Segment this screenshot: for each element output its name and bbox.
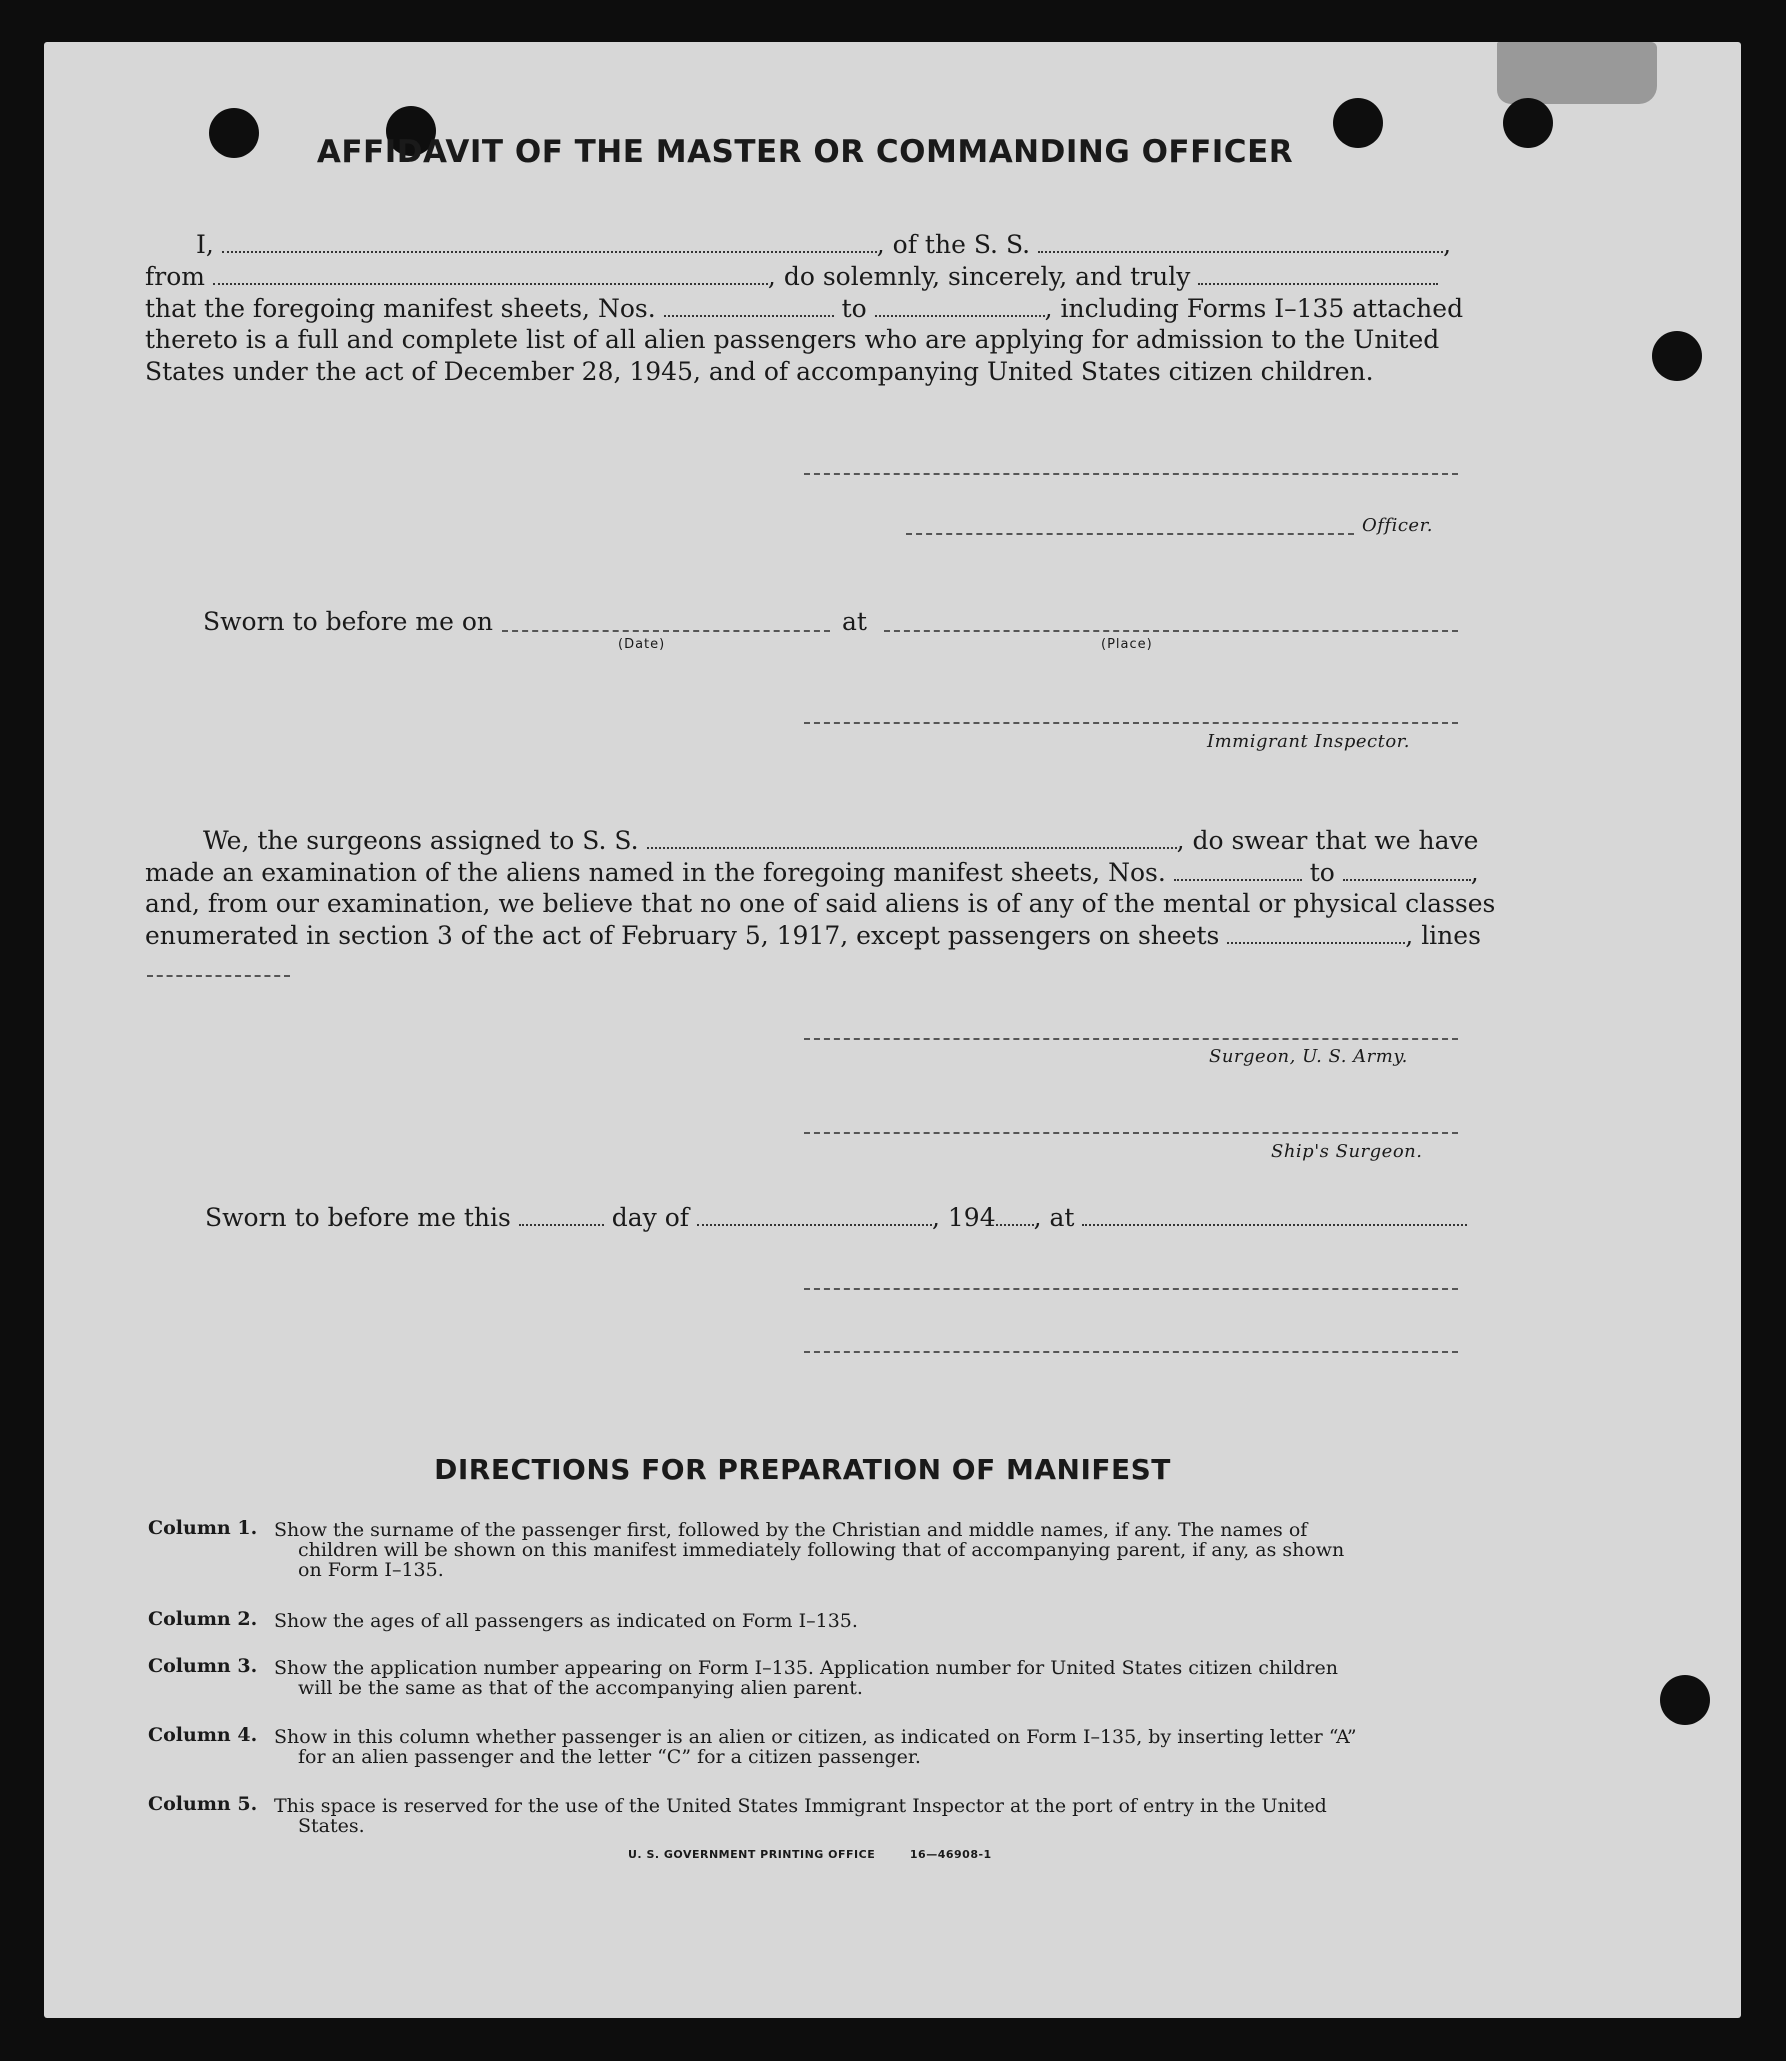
text: Sworn to before me this (205, 1203, 511, 1232)
punch-hole (1503, 98, 1553, 148)
paper-stain (1497, 42, 1657, 104)
blank-name (222, 250, 877, 253)
blank-port (213, 282, 768, 285)
text: , do swear that we have (1176, 826, 1479, 855)
text: enumerated in section 3 of the act of February 5, 1917, except passengers on sheets (145, 921, 1220, 950)
directions-title: DIRECTIONS FOR PREPARATION OF MANIFEST (434, 1453, 1171, 1486)
text: that the foregoing manifest sheets, Nos. (145, 294, 656, 323)
text: to (1309, 858, 1335, 887)
date-label: (Date) (618, 637, 666, 652)
printer-imprint (628, 1848, 992, 1861)
direction-text (274, 1611, 858, 1631)
affidavit-line-2 (145, 262, 1438, 291)
blank-lines (147, 975, 290, 977)
signature-line (804, 1288, 1458, 1290)
direction-text (274, 1727, 1357, 1767)
direction-line: States. (298, 1815, 365, 1837)
blank-place (1082, 1223, 1467, 1226)
blank-swear (1198, 282, 1438, 285)
signature-line (906, 533, 1354, 535)
text: from (145, 262, 205, 291)
blank-year (996, 1223, 1034, 1226)
direction-line: Show the surname of the passenger first, followed by the Christian and middle names, if any. The names of (274, 1519, 1308, 1541)
punch-hole (1652, 331, 1702, 381)
text: , including Forms I–135 attached (1044, 294, 1464, 323)
direction-line: on Form I–135. (298, 1559, 444, 1581)
affidavit-line-4: thereto is a full and complete list of all alien passengers who are applying for admission to the United (145, 325, 1440, 354)
signature-line (804, 1038, 1458, 1040)
direction-line: Show in this column whether passenger is an alien or citizen, as indicated on Form I–135, by inserting letter “A” (274, 1726, 1357, 1748)
text: We, the surgeons assigned to S. S. (203, 826, 639, 855)
text: , (1470, 858, 1479, 887)
text: , lines (1405, 921, 1481, 950)
signature-line (804, 1132, 1458, 1134)
army-surgeon-label: Surgeon, U. S. Army. (1209, 1046, 1408, 1067)
affidavit-line-5: States under the act of December 28, 1945, and of accompanying United States citizen children. (145, 357, 1374, 386)
direction-label: Column 3. (148, 1655, 258, 1677)
surgeons-line-4 (145, 921, 1481, 950)
blank-nos-from (1174, 878, 1302, 881)
surgeons-line-2 (145, 858, 1479, 887)
text: , at (1033, 1203, 1075, 1232)
text: made an examination of the aliens named in the foregoing manifest sheets, Nos. (145, 858, 1166, 887)
sworn-prefix: Sworn to before me on (203, 607, 494, 636)
text: to (841, 294, 867, 323)
form-code: 16—46908-1 (909, 1848, 992, 1861)
blank-nos-to (875, 314, 1045, 317)
direction-line: Show the application number appearing on Form I–135. Application number for United States citizen children (274, 1657, 1338, 1679)
affidavit-line-1 (196, 230, 1451, 259)
direction-label: Column 1. (148, 1517, 258, 1539)
officer-label: Officer. (1362, 515, 1433, 536)
inspector-label: Immigrant Inspector. (1207, 731, 1411, 752)
text: , (1443, 230, 1452, 259)
signature-line (804, 1351, 1458, 1353)
text: , of the S. S. (876, 230, 1031, 259)
text: , do solemnly, sincerely, and truly (767, 262, 1191, 291)
direction-line: Show the ages of all passengers as indicated on Form I–135. (274, 1610, 858, 1632)
punch-hole (1660, 1675, 1710, 1725)
blank-nos-to (1343, 878, 1471, 881)
affidavit-line-3 (145, 294, 1463, 323)
direction-line: will be the same as that of the accompanying alien parent. (298, 1677, 863, 1699)
surgeons-line-3: and, from our examination, we believe that no one of said aliens is of any of the mental or physical classes (145, 889, 1496, 918)
direction-text (274, 1796, 1327, 1836)
text: day of (611, 1203, 690, 1232)
direction-text (274, 1520, 1344, 1580)
surgeons-line-1 (203, 826, 1478, 855)
text: I, (196, 230, 214, 259)
direction-label: Column 5. (148, 1793, 258, 1815)
text: , 194 (932, 1203, 996, 1232)
blank-place (884, 630, 1458, 632)
direction-line: This space is reserved for the use of the United States Immigrant Inspector at the port of entry in the United (274, 1795, 1327, 1817)
blank-month (697, 1223, 932, 1226)
ship-surgeon-label: Ship's Surgeon. (1271, 1141, 1423, 1162)
sworn-at: at (842, 607, 867, 636)
sworn-2-line (205, 1203, 1467, 1232)
signature-line (804, 473, 1458, 475)
direction-line: children will be shown on this manifest immediately following that of accompanying parent, if any, as shown (298, 1539, 1345, 1561)
direction-label: Column 2. (148, 1608, 258, 1630)
blank-nos-from (664, 314, 834, 317)
place-label: (Place) (1101, 637, 1153, 652)
direction-text (274, 1658, 1338, 1698)
direction-label: Column 4. (148, 1724, 258, 1746)
signature-line (804, 722, 1458, 724)
blank-date (502, 630, 830, 632)
blank-ship (647, 846, 1177, 849)
blank-ship (1038, 250, 1443, 253)
blank-sheets (1227, 941, 1405, 944)
direction-line: for an alien passenger and the letter “C” for a citizen passenger. (298, 1746, 921, 1768)
affidavit-title: AFFIDAVIT OF THE MASTER OR COMMANDING OFFICER (316, 134, 1294, 170)
blank-day (519, 1223, 604, 1226)
printer-name: U. S. GOVERNMENT PRINTING OFFICE (628, 1848, 876, 1861)
